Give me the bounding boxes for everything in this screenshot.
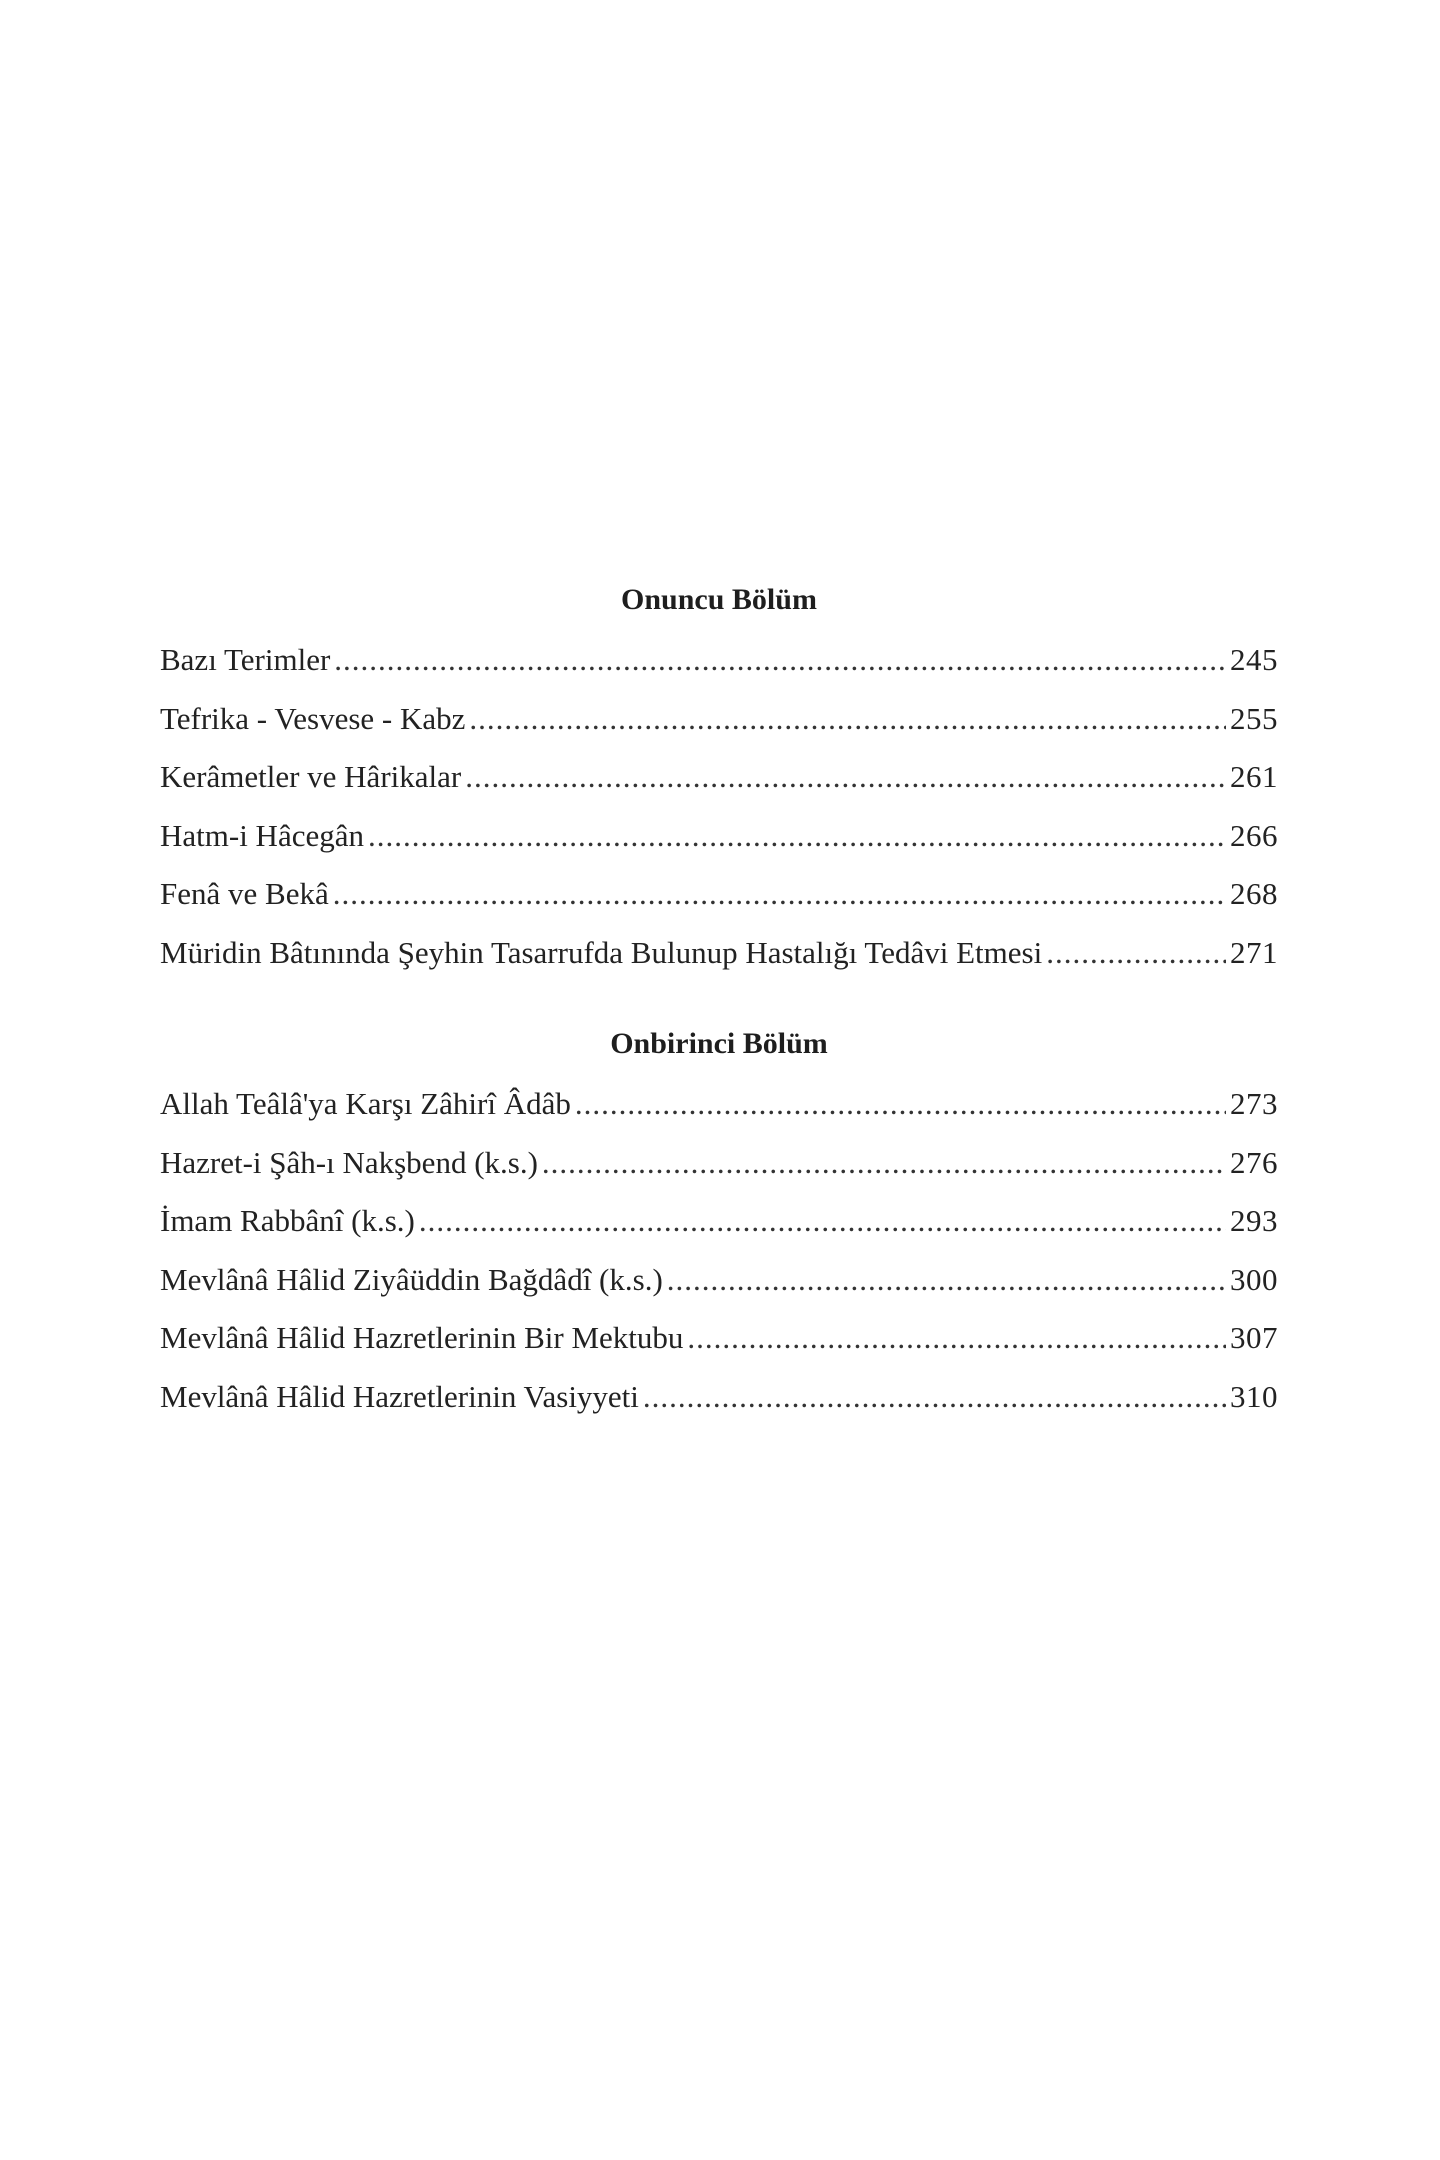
toc-entry-page: 255 [1230,700,1278,736]
toc-entry [160,631,1278,690]
toc-entry-title: Tefrika - Vesvese - Kabz [160,700,466,736]
dot-leader [1046,924,1226,983]
dot-leader [419,1192,1226,1251]
toc-entry [160,1134,1278,1193]
dot-leader [687,1309,1226,1368]
section-heading: Onbirinci Bölüm [610,1027,828,1060]
toc-entry-title: Fenâ ve Bekâ [160,876,329,911]
dot-leader [333,865,1226,924]
toc-entry-title: İmam Rabbânî (k.s.) [160,1203,415,1238]
dot-leader [465,748,1226,807]
toc-entry-title: Kerâmetler ve Hârikalar [160,759,462,794]
toc-entry [160,865,1278,924]
toc-entry-page: 307 [1230,1320,1278,1355]
toc-entry [160,1192,1278,1251]
dot-leader [542,1134,1226,1193]
toc-entry-page: 266 [1230,817,1278,853]
toc-entry [160,1309,1278,1368]
toc-entry-title: Mevlânâ Hâlid Hazretlerinin Vasiyyeti [160,1378,639,1414]
toc-entry-page: 276 [1230,1144,1278,1180]
toc-entry-title: Bazı Terimler [160,642,331,677]
toc-entry-page: 273 [1230,1086,1278,1121]
section-heading: Onuncu Bölüm [621,583,817,616]
toc-entry-page: 271 [1230,934,1278,970]
dot-leader [469,690,1226,749]
toc-entry-title: Mevlânâ Hâlid Hazretlerinin Bir Mektubu [160,1320,684,1355]
toc-entry [160,924,1278,983]
dot-leader [643,1368,1226,1427]
toc-entry-page: 245 [1230,642,1278,677]
dot-leader [368,807,1226,866]
toc-entry-page: 293 [1230,1203,1278,1238]
toc-entry [160,748,1278,807]
dot-leader [575,1075,1226,1134]
toc-entry-title: Hatm-i Hâcegân [160,817,364,853]
dot-leader [334,631,1226,690]
toc-entry [160,690,1278,749]
toc-section-onbirinci [160,1022,1278,1426]
toc-entry [160,1368,1278,1427]
toc-entry-title: Müridin Bâtınında Şeyhin Tasarrufda Bulunup Hastalığı Tedâvi Etmesi [160,934,1043,970]
toc-entry-page: 310 [1230,1378,1278,1414]
table-of-contents [160,578,1278,1426]
dot-leader [667,1251,1226,1310]
toc-entry [160,1251,1278,1310]
toc-entry-title: Mevlânâ Hâlid Ziyâüddin Bağdâdî (k.s.) [160,1261,663,1297]
toc-entry [160,1075,1278,1134]
toc-section-onuncu [160,578,1278,982]
toc-entry-title: Hazret-i Şâh-ı Nakşbend (k.s.) [160,1144,538,1180]
toc-entry-page: 300 [1230,1261,1278,1297]
toc-entry [160,807,1278,866]
toc-entry-title: Allah Teâlâ'ya Karşı Zâhirî Âdâb [160,1086,571,1121]
toc-entry-page: 268 [1230,876,1278,911]
toc-entry-page: 261 [1230,759,1278,794]
